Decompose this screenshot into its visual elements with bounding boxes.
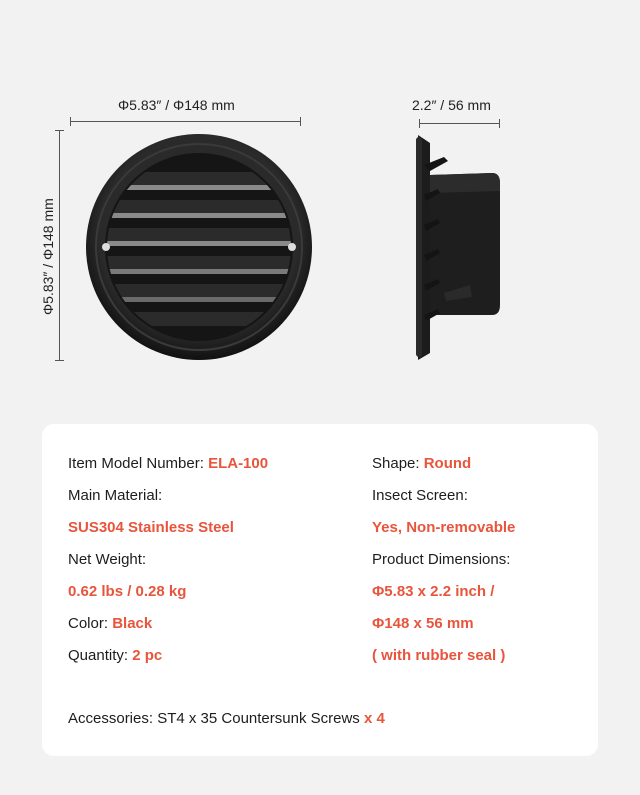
dimensions-label: Product Dimensions: xyxy=(372,551,511,568)
front-height-tick-bottom xyxy=(55,360,64,361)
front-width-label: Φ5.83″ / Φ148 mm xyxy=(118,97,235,113)
front-height-tick-top xyxy=(55,130,64,131)
front-width-tick-right xyxy=(300,117,301,126)
front-width-tick-left xyxy=(70,117,71,126)
vent-side-view xyxy=(404,135,504,360)
material-value: SUS304 Stainless Steel xyxy=(68,519,234,536)
insect-value: Yes, Non-removable xyxy=(372,519,516,536)
shape-label: Shape: xyxy=(372,455,420,472)
dimensions-value-1: Φ5.83 x 2.2 inch / xyxy=(372,583,495,600)
spec-card xyxy=(42,424,598,756)
quantity-label: Quantity: xyxy=(68,647,129,664)
item-model-label: Item Model Number: xyxy=(68,455,204,472)
accessories-qty: x 4 xyxy=(363,710,385,727)
accessories-row xyxy=(68,710,385,727)
weight-label: Net Weight: xyxy=(68,551,147,568)
dimensions-value-2: Φ148 x 56 mm xyxy=(372,615,474,632)
item-model-value: ELA-100 xyxy=(208,455,269,472)
weight-value: 0.62 lbs / 0.28 kg xyxy=(68,583,187,600)
accessories-text: ST4 x 35 Countersunk Screws xyxy=(157,710,360,727)
color-row xyxy=(68,615,152,632)
accessories-label: Accessories: xyxy=(68,710,154,727)
front-width-line xyxy=(70,121,301,122)
side-depth-tick-right xyxy=(499,119,500,128)
vent-front-view xyxy=(84,132,314,362)
dimensions-value-3: ( with rubber seal ) xyxy=(372,647,506,664)
color-label: Color: xyxy=(68,615,109,632)
side-depth-line xyxy=(419,123,500,124)
shape-row xyxy=(372,455,471,472)
front-height-line xyxy=(59,130,60,361)
item-model-row xyxy=(68,455,268,472)
quantity-row xyxy=(68,647,162,664)
front-height-label: Φ5.83″ / Φ148 mm xyxy=(40,198,56,315)
color-value: Black xyxy=(112,615,153,632)
insect-label: Insect Screen: xyxy=(372,487,468,504)
shape-value: Round xyxy=(423,455,472,472)
quantity-value: 2 pc xyxy=(132,647,163,664)
material-label: Main Material: xyxy=(68,487,163,504)
side-depth-tick-left xyxy=(419,119,420,128)
side-depth-label: 2.2″ / 56 mm xyxy=(412,97,491,113)
screw-hole-left xyxy=(102,243,110,251)
screw-hole-right xyxy=(288,243,296,251)
